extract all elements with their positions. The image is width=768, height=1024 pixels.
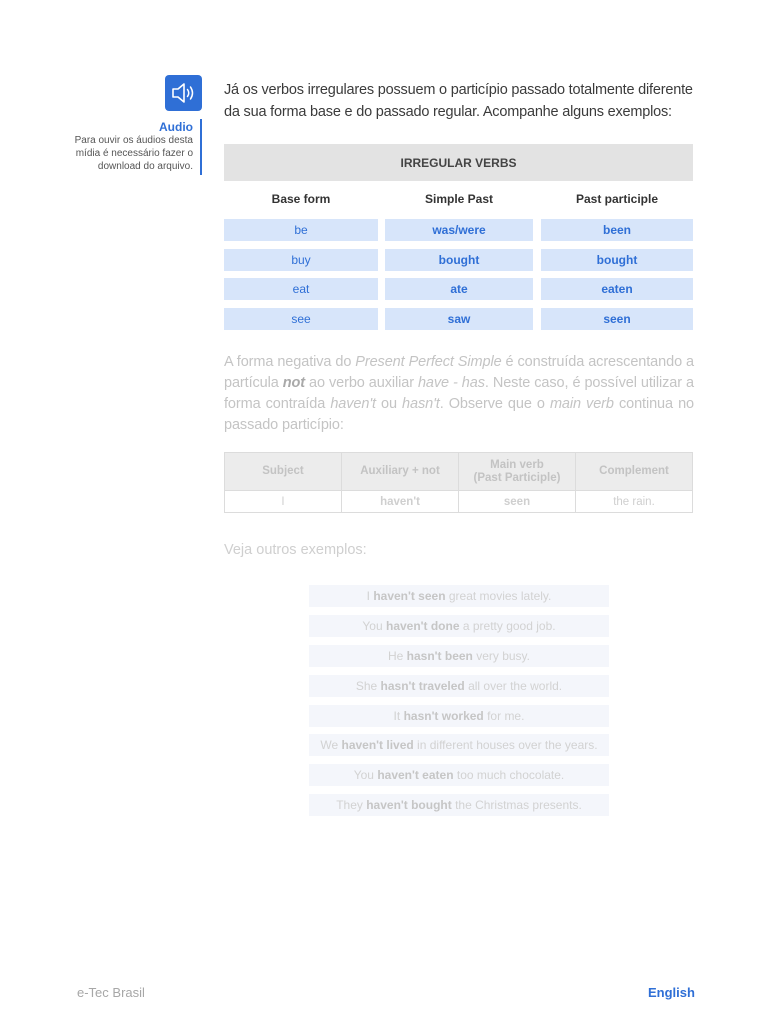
para-italic: Present Perfect Simple — [355, 354, 502, 370]
para-text: A forma negativa do — [224, 354, 356, 370]
past-participle-line: (Past Participle) — [473, 471, 561, 484]
example-text: I — [366, 589, 374, 603]
intro-paragraph: Já os verbos irregulares possuem o particípio passado totalmente diferente da sua forma base e do passado regular. Acompanhe alguns exemplos: — [224, 82, 693, 120]
example-text: He — [387, 649, 407, 663]
para-text: ou — [375, 396, 403, 412]
subject-cell: I — [225, 490, 342, 512]
para-bold: not — [282, 375, 305, 391]
footer-subject: English — [648, 985, 695, 1000]
example-text: in different houses over the years. — [413, 738, 598, 752]
example-verb: haven't bought — [366, 798, 452, 812]
irregular-verbs-title: IRREGULAR VERBS — [224, 144, 693, 181]
example-text: great movies lately. — [445, 589, 552, 603]
column-header-auxiliary: Auxiliary + not — [342, 453, 459, 490]
speaker-icon — [170, 81, 198, 105]
past-participle-cell: bought — [541, 249, 693, 271]
example-text: very busy. — [472, 649, 531, 663]
audio-note — [60, 119, 202, 175]
example-verb: haven't lived — [341, 738, 414, 752]
simple-past-cell: saw — [385, 308, 533, 330]
audio-desc-line: Para ouvir os áudios desta — [74, 135, 193, 146]
list-item — [309, 585, 609, 607]
example-verb: haven't seen — [373, 589, 446, 603]
example-verb: haven't eaten — [377, 768, 454, 782]
list-item — [309, 764, 609, 786]
footer-publisher: e-Tec Brasil — [77, 985, 145, 1000]
audio-title: Audio — [159, 120, 193, 134]
example-verb: haven't done — [385, 619, 460, 633]
past-participle-cell: been — [541, 219, 693, 241]
negative-table-header — [225, 453, 692, 490]
base-form-cell: eat — [224, 278, 378, 300]
audio-button[interactable] — [165, 75, 202, 111]
simple-past-cell: ate — [385, 278, 533, 300]
example-verb: hasn't worked — [403, 709, 484, 723]
past-participle-cell: seen — [541, 308, 693, 330]
column-header-subject: Subject — [225, 453, 342, 490]
column-header-simple-past: Simple Past — [424, 192, 494, 206]
para-italic: main verb — [549, 396, 614, 412]
para-text: é construída acrescentando a partícula — [224, 354, 694, 391]
list-item — [309, 705, 609, 727]
para-text: continua no passado particípio: — [224, 396, 695, 433]
past-participle-cell: eaten — [541, 278, 693, 300]
main-verb-line: Main verb — [490, 458, 544, 471]
list-item — [309, 675, 609, 697]
list-item — [309, 645, 609, 667]
column-header-main-verb — [459, 453, 576, 490]
table-row — [224, 249, 693, 271]
audio-desc-line: mídia é necessário fazer o — [75, 148, 193, 159]
audio-desc-line: download do arquivo. — [97, 161, 193, 172]
auxiliary-cell: haven't — [342, 490, 459, 512]
simple-past-cell: was/were — [385, 219, 533, 241]
example-text: for me. — [483, 709, 525, 723]
para-italic: haven't — [330, 396, 376, 412]
example-text: a pretty good job. — [459, 619, 556, 633]
example-text: too much chocolate. — [453, 768, 565, 782]
example-text: They — [336, 798, 367, 812]
simple-past-cell: bought — [385, 249, 533, 271]
complement-cell: the rain. — [576, 490, 692, 512]
base-form-cell: be — [224, 219, 378, 241]
example-text: You — [362, 619, 386, 633]
negative-form-table — [224, 452, 693, 513]
example-text: We — [320, 738, 342, 752]
table-row — [224, 278, 693, 300]
more-examples-label: Veja outros exemplos: — [224, 542, 367, 558]
negative-form-paragraph — [224, 352, 694, 436]
list-item — [309, 615, 609, 637]
table-row — [224, 219, 693, 241]
example-verb: hasn't been — [406, 649, 473, 663]
para-italic: have - has — [417, 375, 485, 391]
example-verb: hasn't traveled — [380, 679, 465, 693]
list-item — [309, 734, 609, 756]
para-text: . Observe que o — [439, 396, 550, 412]
irregular-verbs-column-headers — [224, 192, 693, 208]
base-form-cell: buy — [224, 249, 378, 271]
example-text: the Christmas presents. — [451, 798, 582, 812]
para-text: ao verbo auxiliar — [305, 375, 418, 391]
main-verb-cell: seen — [459, 490, 576, 512]
para-text: . Neste caso, é possível utilizar a forma contraída — [224, 375, 694, 412]
column-header-complement: Complement — [599, 465, 669, 477]
example-text: She — [355, 679, 381, 693]
table-row — [224, 308, 693, 330]
list-item — [309, 794, 609, 816]
example-text: all over the world. — [464, 679, 563, 693]
audio-description — [60, 134, 193, 173]
column-header-base-form: Base form — [271, 192, 331, 206]
base-form-cell: see — [224, 308, 378, 330]
para-italic: hasn't — [402, 396, 440, 412]
example-text: It — [393, 709, 404, 723]
example-text: You — [353, 768, 378, 782]
column-header-past-participle: Past participle — [575, 192, 659, 206]
